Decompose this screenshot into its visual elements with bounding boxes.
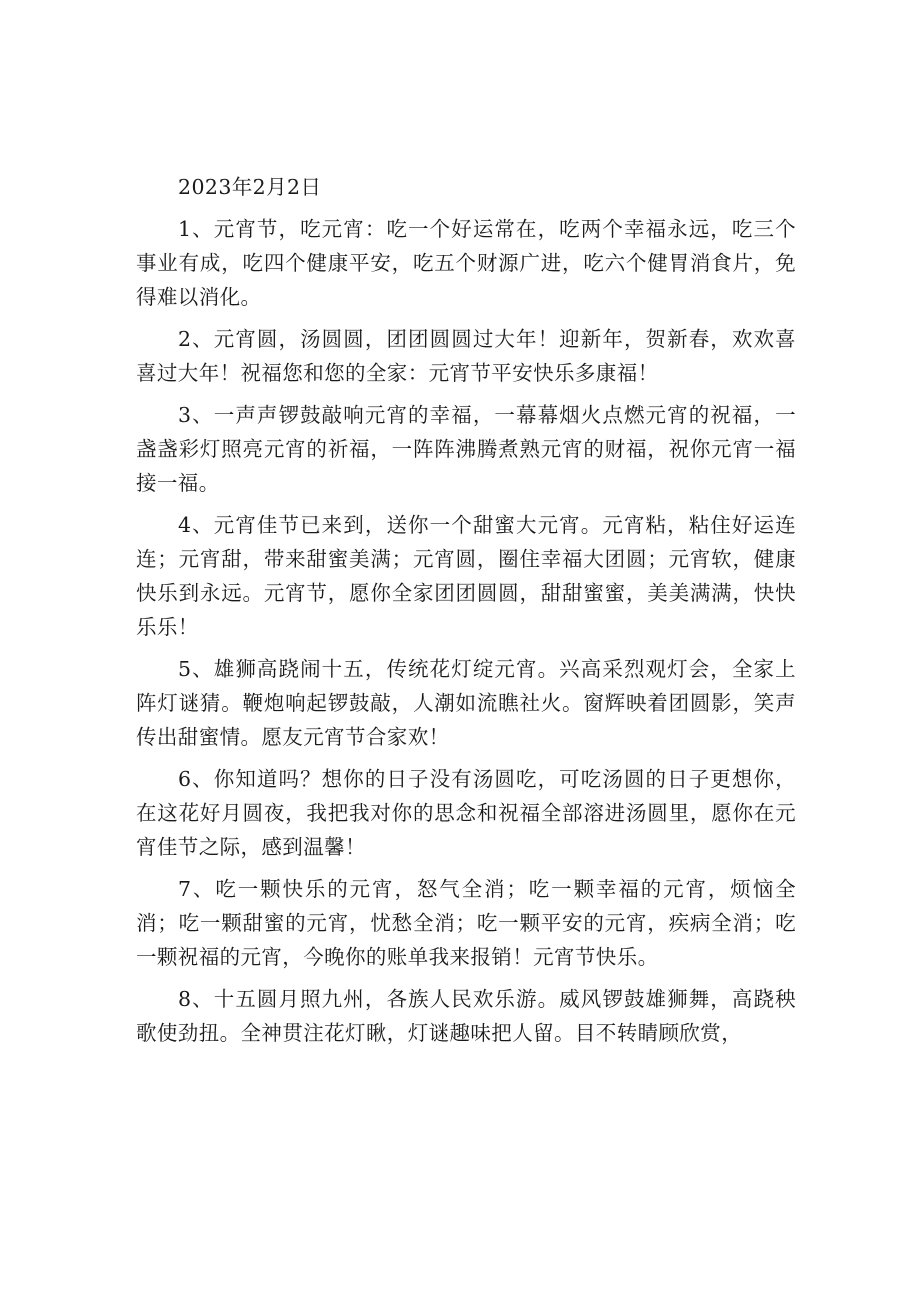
document-date: 2023年2月2日	[178, 175, 322, 199]
paragraph-3: 3、一声声锣鼓敲响元宵的幸福，一幕幕烟火点燃元宵的祝福，一盏盏彩灯照亮元宵的祈福，一阵阵沸腾煮熟元宵的财福，祝你元宵一福接一福。	[136, 403, 796, 495]
paragraph-8: 8、十五圆月照九州，各族人民欢乐游。威风锣鼓雄狮舞，高跷秧歌使劲扭。全神贯注花灯瞅，灯谜趣味把人留。目不转睛顾欣赏，	[136, 987, 796, 1045]
paragraph-1: 1、元宵节，吃元宵：吃一个好运常在，吃两个幸福永远，吃三个事业有成，吃四个健康平安，吃五个财源广进，吃六个健胃消食片，免得难以消化。	[136, 217, 796, 309]
paragraph-5: 5、雄狮高跷闹十五，传统花灯绽元宵。兴高采烈观灯会，全家上阵灯谜猜。鞭炮响起锣鼓敲，人潮如流瞧社火。窗辉映着团圆影，笑声传出甜蜜情。愿友元宵节合家欢！	[136, 657, 796, 749]
paragraph-7: 7、吃一颗快乐的元宵，怒气全消；吃一颗幸福的元宵，烦恼全消；吃一颗甜蜜的元宵，忧愁全消；吃一颗平安的元宵，疾病全消；吃一颗祝福的元宵，今晚你的账单我来报销！元宵节快乐。	[136, 877, 796, 969]
paragraph-6: 6、你知道吗？想你的日子没有汤圆吃，可吃汤圆的日子更想你，在这花好月圆夜，我把我对你的思念和祝福全部溶进汤圆里，愿你在元宵佳节之际，感到温馨！	[136, 767, 796, 859]
paragraph-2: 2、元宵圆，汤圆圆，团团圆圆过大年！迎新年，贺新春，欢欢喜喜过大年！祝福您和您的全家：元宵节平安快乐多康福！	[136, 327, 796, 385]
paragraph-4: 4、元宵佳节已来到，送你一个甜蜜大元宵。元宵粘，粘住好运连连；元宵甜，带来甜蜜美满；元宵圆，圈住幸福大团圆；元宵软，健康快乐到永远。元宵节，愿你全家团团圆圆，甜甜蜜蜜，美美满满，快快乐乐！	[136, 513, 796, 639]
document-body	[136, 170, 796, 1050]
